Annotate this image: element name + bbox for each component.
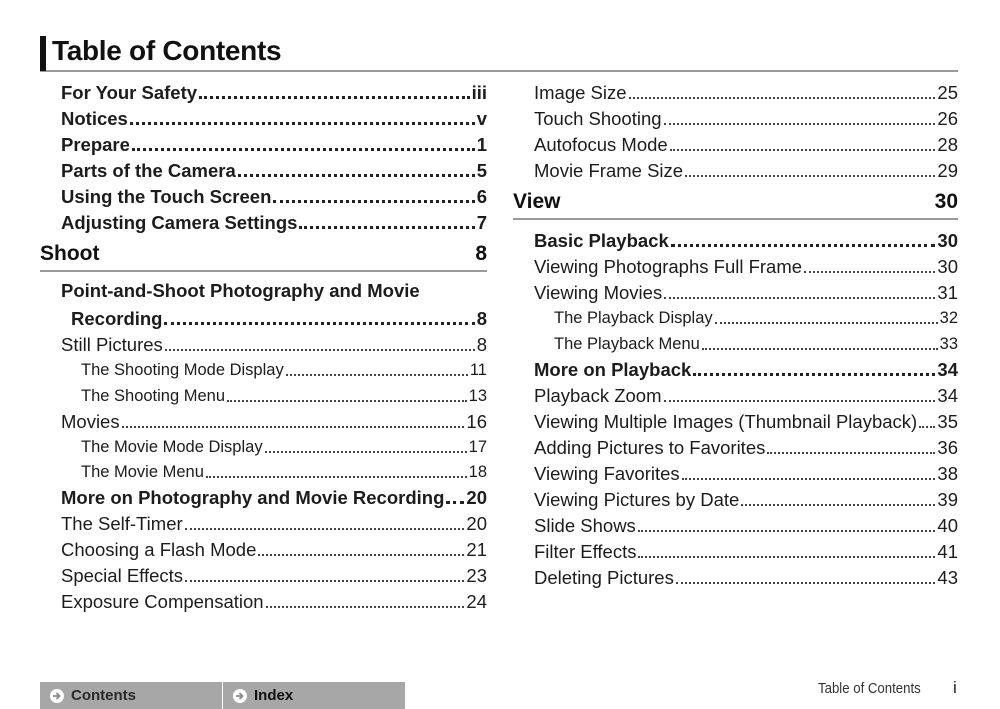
toc-entry[interactable]	[513, 485, 958, 511]
toc-entry-page-number: 43	[937, 566, 958, 588]
section-heading[interactable]	[40, 238, 487, 272]
toc-entry-page-number: 30	[937, 256, 958, 277]
toc-entry-label-line1: Point-and-Shoot Photography and Movie	[61, 280, 420, 301]
footer-section-label: Table of Contents	[818, 680, 921, 697]
toc-entry-label: For Your Safety	[61, 82, 198, 103]
toc-entry-label: Playback Zoom	[534, 384, 662, 406]
toc-entry-label: Image Size	[534, 82, 627, 103]
toc-subentry[interactable]	[40, 356, 487, 381]
section-page-number: 8	[475, 242, 487, 265]
toc-entry-page-number: 18	[468, 463, 487, 482]
toc-entry-page-number: 32	[939, 309, 958, 328]
toc-entry-page-number: 41	[937, 540, 958, 562]
toc-entry-page-number: v	[476, 108, 487, 129]
dot-leader	[130, 121, 475, 125]
toc-entry-page-number: 11	[469, 361, 487, 380]
toc-entry[interactable]	[40, 587, 487, 613]
index-button-label: Index	[254, 687, 294, 704]
toc-entry-label: Slide Shows	[534, 514, 636, 536]
arrow-right-icon	[50, 689, 64, 703]
toc-entry-page-number: 8	[476, 308, 487, 329]
dot-leader	[266, 605, 465, 608]
toc-entry[interactable]	[40, 535, 487, 561]
toc-entry-label: More on Playback	[534, 358, 692, 380]
toc-entry-page-number: 17	[468, 437, 487, 456]
toc-entry[interactable]	[513, 130, 958, 156]
index-button[interactable]	[223, 682, 406, 709]
dot-leader	[265, 450, 467, 453]
toc-subentry[interactable]	[513, 304, 958, 329]
toc-entry-page-number: 38	[937, 462, 958, 484]
dot-leader	[664, 296, 935, 299]
dot-leader	[919, 425, 935, 428]
toc-entry[interactable]	[40, 208, 487, 234]
toc-entry-page-number: 33	[939, 334, 958, 353]
toc-entry-page-number: 13	[468, 386, 487, 405]
toc-entry-label: Recording	[71, 308, 163, 329]
toc-entry-page-number: 6	[476, 186, 487, 207]
dot-leader	[273, 199, 474, 203]
dot-leader	[185, 579, 464, 582]
toc-entry-label: Autofocus Mode	[534, 134, 668, 155]
toc-entry-page-number: 36	[937, 436, 958, 458]
toc-entry-page-number: 29	[937, 160, 958, 181]
toc-entry[interactable]	[40, 104, 487, 130]
toc-entry-label: The Shooting Mode Display	[81, 361, 284, 380]
toc-entry[interactable]	[40, 130, 487, 156]
section-page-number: 30	[934, 190, 958, 213]
dot-leader	[741, 503, 935, 506]
toc-entry-page-number: 21	[466, 539, 487, 561]
toc-entry[interactable]	[513, 104, 958, 130]
toc-entry-label: The Movie Menu	[81, 463, 204, 482]
dot-leader	[238, 173, 475, 177]
dot-leader	[165, 348, 475, 351]
section-heading[interactable]	[513, 186, 958, 220]
toc-entry-page-number: 40	[937, 514, 958, 536]
toc-entry-page-number: 16	[466, 410, 487, 432]
toc-entry-label: Still Pictures	[61, 334, 163, 355]
dot-leader	[685, 174, 935, 177]
toc-left-column	[40, 78, 487, 613]
toc-entry[interactable]	[513, 381, 958, 407]
dot-leader	[132, 147, 475, 151]
toc-entry-label: The Playback Menu	[554, 334, 700, 353]
dot-leader	[446, 500, 464, 504]
toc-entry[interactable]	[40, 156, 487, 182]
toc-entry-page-number: 20	[466, 513, 487, 535]
toc-entry-page-number: 30	[937, 230, 958, 251]
toc-entry[interactable]	[40, 483, 487, 509]
dot-leader	[164, 321, 474, 325]
toc-entry-label: Viewing Favorites	[534, 462, 680, 484]
toc-entry-label: Movies	[61, 410, 120, 432]
dot-leader	[664, 399, 936, 402]
toc-entry-page-number: 34	[937, 384, 958, 406]
toc-entry-label: Touch Shooting	[534, 108, 662, 129]
toc-entry-page-number: iii	[471, 82, 487, 103]
toc-entry-label: The Self-Timer	[61, 513, 183, 535]
dot-leader	[715, 321, 938, 324]
toc-entry-page-number: 7	[476, 212, 487, 233]
toc-entry-label: The Playback Display	[554, 309, 713, 328]
toc-entry[interactable]	[513, 278, 958, 304]
toc-entry-page-number: 25	[937, 82, 958, 103]
page-title: Table of Contents	[52, 35, 282, 66]
toc-entry[interactable]	[513, 537, 958, 563]
toc-entry-page-number: 24	[466, 591, 487, 613]
toc-entry[interactable]	[513, 226, 958, 252]
page-header	[40, 34, 958, 72]
toc-entry-page-number: 8	[476, 334, 487, 355]
toc-entry-label: Deleting Pictures	[534, 566, 674, 588]
toc-entry-page-number: 26	[937, 108, 958, 129]
toc-subentry[interactable]	[40, 433, 487, 458]
toc-entry-page-number: 34	[937, 358, 958, 380]
toc-entry-label: The Movie Mode Display	[81, 437, 263, 456]
toc-entry-label: Using the Touch Screen	[61, 186, 272, 207]
toc-entry-label: Viewing Photographs Full Frame	[534, 256, 803, 277]
toc-entry-label: Filter Effects	[534, 540, 637, 562]
dot-leader	[199, 95, 470, 99]
dot-leader	[676, 581, 936, 584]
toc-entry-label: Movie Frame Size	[534, 160, 684, 181]
toc-entry[interactable]	[513, 511, 958, 537]
toc-entry-label: Adjusting Camera Settings	[61, 212, 298, 233]
toc-entry-label: More on Photography and Movie Recording	[61, 487, 445, 509]
toc-entry-page-number: 1	[476, 134, 487, 155]
dot-leader	[206, 475, 467, 478]
toc-entry-page-number: 28	[937, 134, 958, 155]
toc-entry-page-number: 31	[937, 282, 958, 303]
contents-button[interactable]	[40, 682, 223, 709]
dot-leader	[693, 372, 935, 376]
contents-button-label: Contents	[71, 687, 136, 704]
toc-subentry[interactable]	[40, 381, 487, 406]
toc-entry-page-number: 23	[466, 565, 487, 587]
dot-leader	[670, 148, 936, 151]
toc-entry-label: Exposure Compensation	[61, 591, 264, 613]
toc-entry[interactable]	[513, 252, 958, 278]
toc-entry-label: Basic Playback	[534, 230, 669, 251]
toc-entry-page-number: 5	[476, 160, 487, 181]
toc-entry[interactable]	[513, 78, 958, 104]
toc-entry-label: Viewing Movies	[534, 282, 663, 303]
dot-leader	[767, 451, 935, 454]
footer-navigation	[40, 682, 406, 709]
toc-entry[interactable]	[513, 407, 958, 433]
toc-entry-label: Viewing Multiple Images (Thumbnail Playback)	[534, 410, 918, 432]
arrow-right-icon	[233, 689, 247, 703]
toc-subentry[interactable]	[513, 329, 958, 354]
dot-leader	[227, 399, 467, 402]
toc-subentry[interactable]	[40, 458, 487, 483]
dot-leader	[664, 122, 936, 125]
toc-right-column	[513, 78, 958, 589]
dot-leader	[258, 553, 464, 556]
toc-entry-label: The Shooting Menu	[81, 386, 226, 405]
toc-entry-page-number: 20	[466, 487, 487, 509]
dot-leader	[638, 529, 936, 532]
toc-entry[interactable]	[40, 182, 487, 208]
toc-entry-label: Prepare	[61, 134, 130, 155]
toc-entry[interactable]	[40, 278, 487, 330]
dot-leader	[122, 425, 465, 428]
toc-entry-label: Notices	[61, 108, 128, 129]
section-title: Shoot	[40, 242, 100, 265]
dot-leader	[185, 527, 465, 530]
toc-entry[interactable]	[40, 78, 487, 104]
toc-entry[interactable]	[513, 156, 958, 182]
toc-entry-label: Parts of the Camera	[61, 160, 236, 181]
dot-leader	[629, 96, 936, 99]
toc-entry-label: Adding Pictures to Favorites	[534, 436, 766, 458]
dot-leader	[682, 477, 936, 480]
toc-entry-label: Special Effects	[61, 565, 184, 587]
toc-entry[interactable]	[40, 561, 487, 587]
dot-leader	[702, 347, 938, 350]
toc-entry[interactable]	[40, 509, 487, 535]
toc-entry-label: Viewing Pictures by Date	[534, 488, 740, 510]
dot-leader	[286, 373, 468, 376]
toc-entry[interactable]	[513, 355, 958, 381]
toc-entry-page-number: 39	[937, 488, 958, 510]
footer-page-number: i	[953, 678, 957, 697]
dot-leader	[671, 243, 936, 247]
toc-entry-label: Choosing a Flash Mode	[61, 539, 257, 561]
dot-leader	[299, 225, 474, 229]
toc-entry[interactable]	[40, 407, 487, 433]
toc-entry-page-number: 35	[937, 410, 958, 432]
toc-entry[interactable]	[40, 330, 487, 356]
dot-leader	[804, 270, 935, 273]
dot-leader	[638, 555, 935, 558]
title-marker	[40, 36, 46, 71]
section-title: View	[513, 190, 561, 213]
toc-entry[interactable]	[513, 563, 958, 589]
toc-entry[interactable]	[513, 433, 958, 459]
toc-entry[interactable]	[513, 459, 958, 485]
